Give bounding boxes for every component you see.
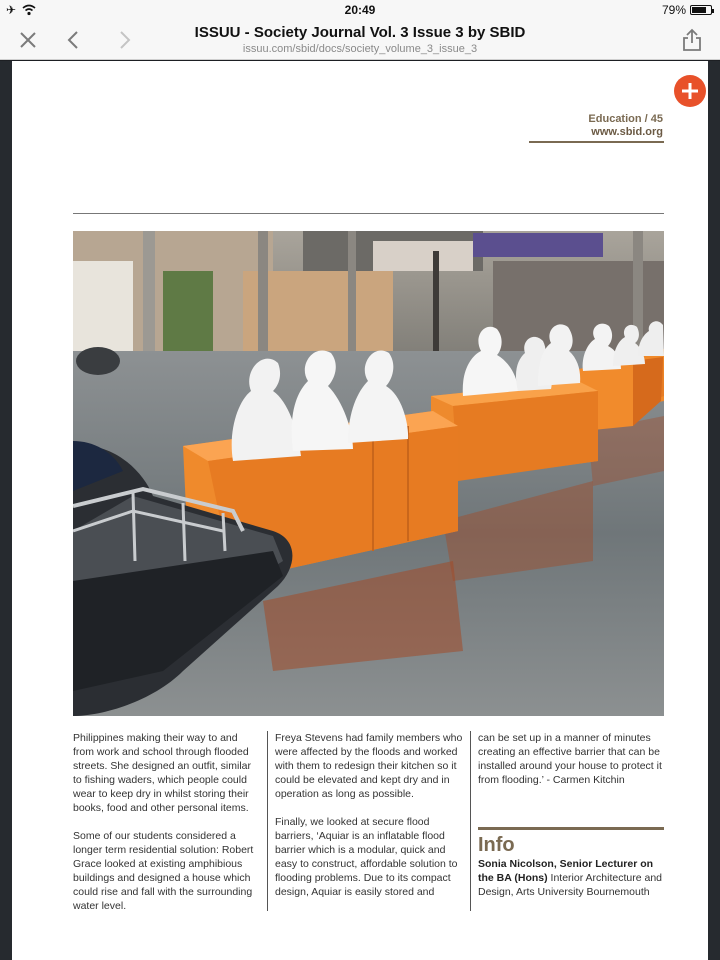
- col2-paragraph-2: Finally, we looked at secure flood barriers, ‘Aquiar is an inflatable flood barrier which is a modular, quick and easy to construct, affordable solution to flooding problems. Due to its compact design, Aquiar is easily stored and: [275, 816, 458, 898]
- info-title: Info: [478, 834, 515, 856]
- header-rule: [529, 141, 664, 143]
- info-detail: Interior Architecture and Design, Arts University Bournemouth: [478, 872, 663, 898]
- col1-paragraph-1: Philippines making their way to and from work and school through flooded streets. She designed an outfit, similar to fishing waders, which people could wear to keep dry in whilst storing their books, food and other personal items.: [73, 732, 252, 814]
- photo-illustration: [73, 231, 664, 716]
- battery-icon: [690, 5, 712, 15]
- page-title: ISSUU - Society Journal Vol. 3 Issue 3 by SBID: [194, 24, 526, 41]
- col3-paragraph-1: can be set up in a manner of minutes creating an effective barrier that can be installed around your house to protect it from flooding.’ - Carmen Kitchin: [478, 732, 662, 786]
- page-url[interactable]: issuu.com/sbid/docs/society_volume_3_issue_3: [242, 43, 478, 55]
- close-icon: [16, 28, 40, 52]
- site-url: www.sbid.org: [591, 126, 663, 138]
- battery-fill: [692, 7, 706, 13]
- top-rule: [73, 213, 664, 214]
- section-label: Education / 45: [588, 113, 663, 125]
- column-3: [478, 731, 673, 801]
- back-button[interactable]: [62, 28, 86, 52]
- column-2: [275, 731, 465, 913]
- battery-tip: [712, 9, 714, 13]
- battery-percent: 79%: [661, 3, 686, 17]
- airplane-icon: ✈: [6, 3, 17, 17]
- plus-icon: [674, 75, 706, 107]
- add-button[interactable]: [674, 75, 706, 107]
- column-divider-1: [267, 731, 268, 911]
- page-header: [588, 113, 663, 139]
- status-bar: [0, 0, 720, 20]
- info-body: [478, 857, 668, 899]
- close-button[interactable]: [16, 28, 40, 52]
- flood-barrier-photo: [73, 231, 664, 716]
- col1-paragraph-2: Some of our students considered a longer term residential solution: Robert Grace looked at existing amphibious buildings and designed a house which could rise and fall with the surrounding water level.: [73, 830, 254, 912]
- status-time: 20:49: [344, 3, 376, 17]
- column-divider-2: [470, 731, 471, 911]
- browser-nav-bar: [0, 20, 720, 60]
- share-icon: [680, 28, 704, 52]
- info-author: Sonia Nicolson, Senior Lecturer on the BA (Hons): [478, 858, 654, 884]
- column-1: [73, 731, 258, 927]
- share-button[interactable]: [680, 28, 704, 52]
- col2-paragraph-1: Freya Stevens had family members who were affected by the floods and worked with them to redesign their kitchen so it could be elevated and kept dry and in operation as long as possible.: [275, 732, 463, 800]
- status-right: [662, 3, 712, 17]
- back-icon: [62, 28, 86, 52]
- info-rule: [478, 827, 664, 830]
